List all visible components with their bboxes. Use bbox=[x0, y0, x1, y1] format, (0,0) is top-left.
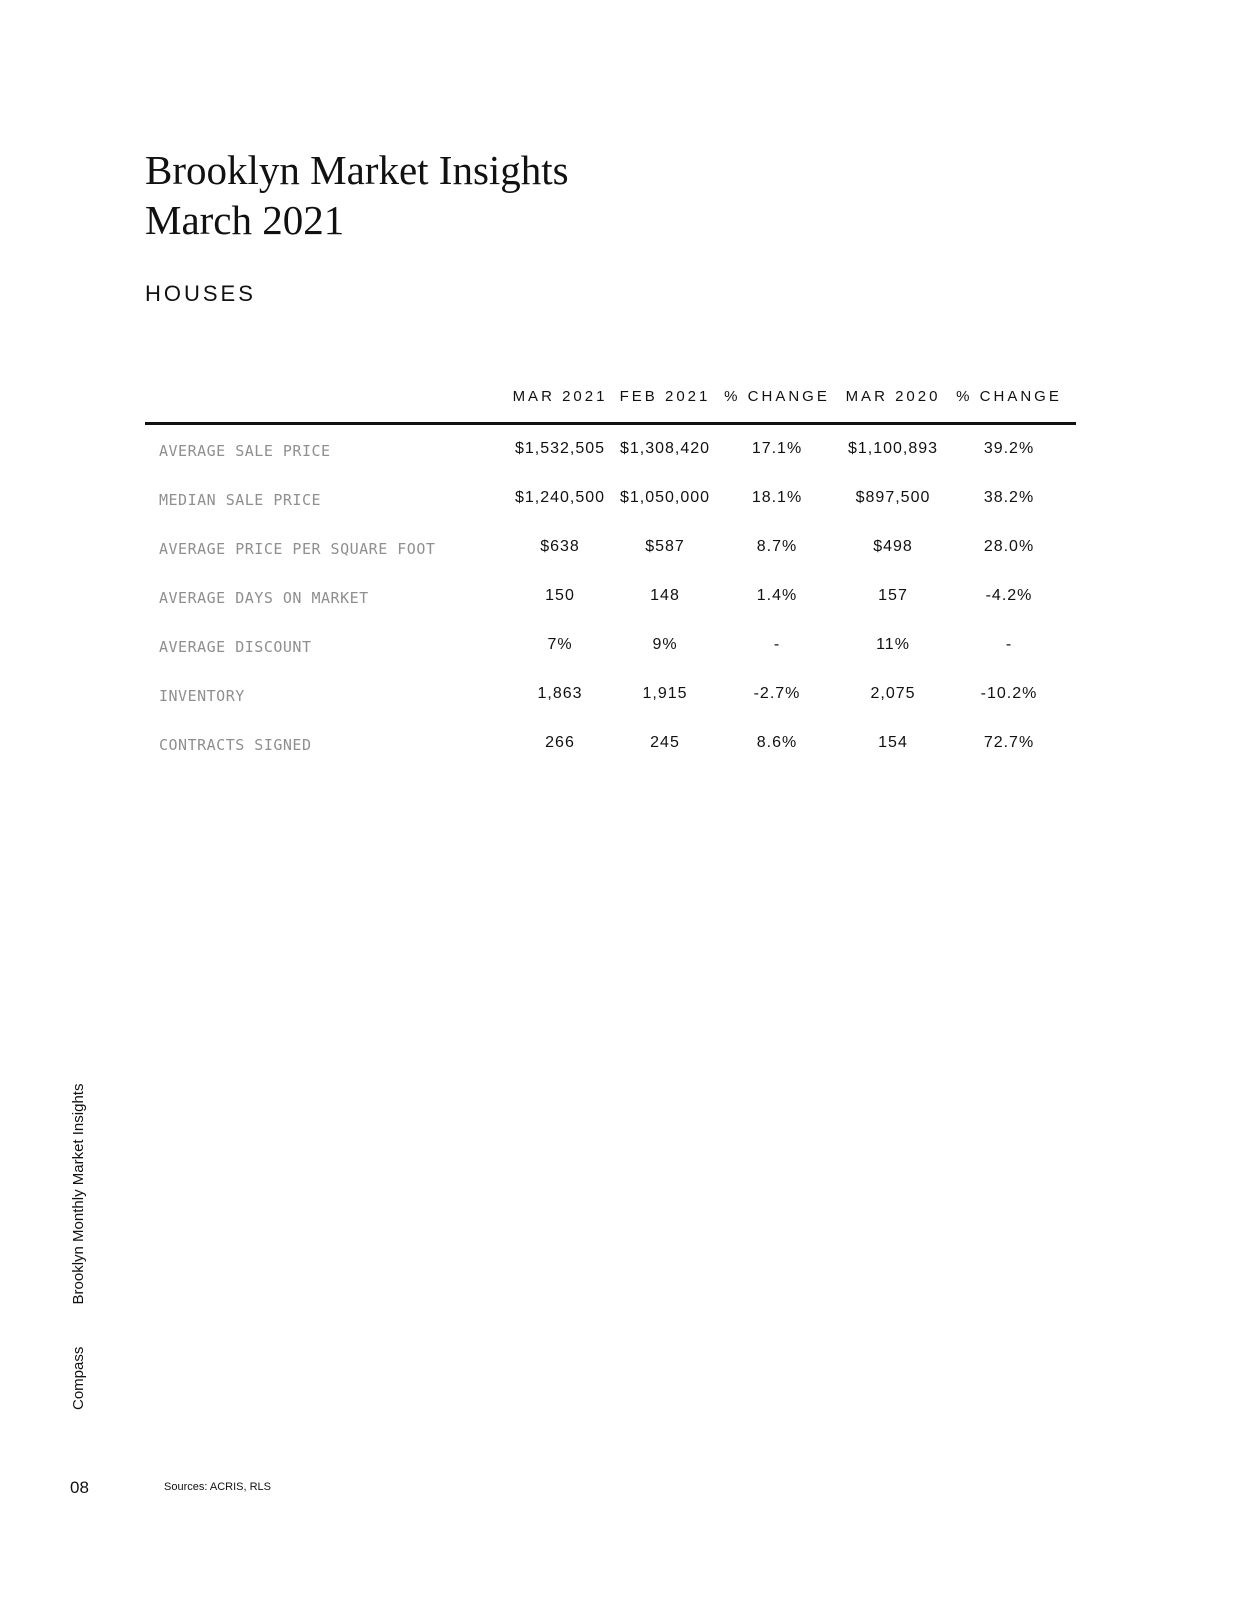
row-label: AVERAGE PRICE PER SQUARE FOOT bbox=[159, 540, 436, 558]
table-cell: 9% bbox=[652, 636, 678, 653]
table-cell: 154 bbox=[878, 734, 908, 751]
row-label: INVENTORY bbox=[159, 687, 245, 705]
title-line-1: Brooklyn Market Insights bbox=[145, 147, 569, 193]
table-cell: 38.2% bbox=[983, 489, 1035, 506]
table-cell: 8.6% bbox=[756, 734, 798, 751]
column-header: % CHANGE bbox=[724, 388, 830, 405]
table-header bbox=[145, 388, 1076, 425]
section-heading: HOUSES bbox=[145, 281, 256, 306]
table-cell: 148 bbox=[650, 587, 680, 604]
table-cell: $1,100,893 bbox=[847, 440, 939, 457]
table-row bbox=[145, 474, 1076, 523]
brand-name: Compass bbox=[70, 1346, 87, 1410]
table-row bbox=[145, 425, 1076, 474]
table-cell: 1,915 bbox=[642, 685, 688, 702]
table-cell: $498 bbox=[873, 538, 913, 555]
table-row bbox=[145, 621, 1076, 670]
row-label: AVERAGE DAYS ON MARKET bbox=[159, 589, 369, 607]
table-cell: 1,863 bbox=[537, 685, 583, 702]
table-row bbox=[145, 572, 1076, 621]
table-cell: 157 bbox=[878, 587, 908, 604]
table-cell: $587 bbox=[645, 538, 685, 555]
table-row bbox=[145, 719, 1076, 768]
table-cell: 8.7% bbox=[756, 538, 798, 555]
table-cell: 39.2% bbox=[983, 440, 1035, 457]
table-cell: $1,532,505 bbox=[514, 440, 606, 457]
sources-note: Sources: ACRIS, RLS bbox=[164, 1481, 271, 1493]
table-cell: 11% bbox=[876, 636, 910, 653]
table-cell: 28.0% bbox=[983, 538, 1035, 555]
table-row bbox=[145, 670, 1076, 719]
title-line-2: March 2021 bbox=[145, 197, 345, 243]
table-cell: 17.1% bbox=[751, 440, 803, 457]
table-cell: $638 bbox=[540, 538, 580, 555]
table-cell: 266 bbox=[545, 734, 575, 751]
row-label: AVERAGE SALE PRICE bbox=[159, 442, 331, 460]
table-cell: -4.2% bbox=[985, 587, 1033, 604]
column-header: MAR 2021 bbox=[512, 388, 608, 405]
market-table bbox=[145, 388, 1076, 768]
table-cell: 1.4% bbox=[756, 587, 798, 604]
publication-name: Brooklyn Monthly Market Insights bbox=[70, 1083, 87, 1305]
page-number: 08 bbox=[70, 1478, 89, 1497]
table-cell: $1,240,500 bbox=[514, 489, 606, 506]
table-cell: -10.2% bbox=[980, 685, 1038, 702]
table-cell: $897,500 bbox=[855, 489, 931, 506]
page-title bbox=[145, 145, 569, 245]
column-header: FEB 2021 bbox=[619, 388, 711, 405]
row-label: AVERAGE DISCOUNT bbox=[159, 638, 312, 656]
row-label: MEDIAN SALE PRICE bbox=[159, 491, 322, 509]
table-cell: 18.1% bbox=[751, 489, 803, 506]
table-cell: 150 bbox=[545, 587, 575, 604]
side-running-title bbox=[70, 1084, 87, 1410]
column-header: % CHANGE bbox=[956, 388, 1062, 405]
table-cell: -2.7% bbox=[753, 685, 801, 702]
table-row bbox=[145, 523, 1076, 572]
table-cell: $1,308,420 bbox=[619, 440, 711, 457]
table-cell: $1,050,000 bbox=[619, 489, 711, 506]
column-header: MAR 2020 bbox=[845, 388, 941, 405]
row-label: CONTRACTS SIGNED bbox=[159, 736, 312, 754]
table-cell: 245 bbox=[650, 734, 680, 751]
table-cell: - bbox=[773, 636, 781, 653]
table-cell: 7% bbox=[547, 636, 573, 653]
table-cell: 72.7% bbox=[983, 734, 1035, 751]
table-cell: 2,075 bbox=[870, 685, 916, 702]
table-cell: - bbox=[1005, 636, 1013, 653]
